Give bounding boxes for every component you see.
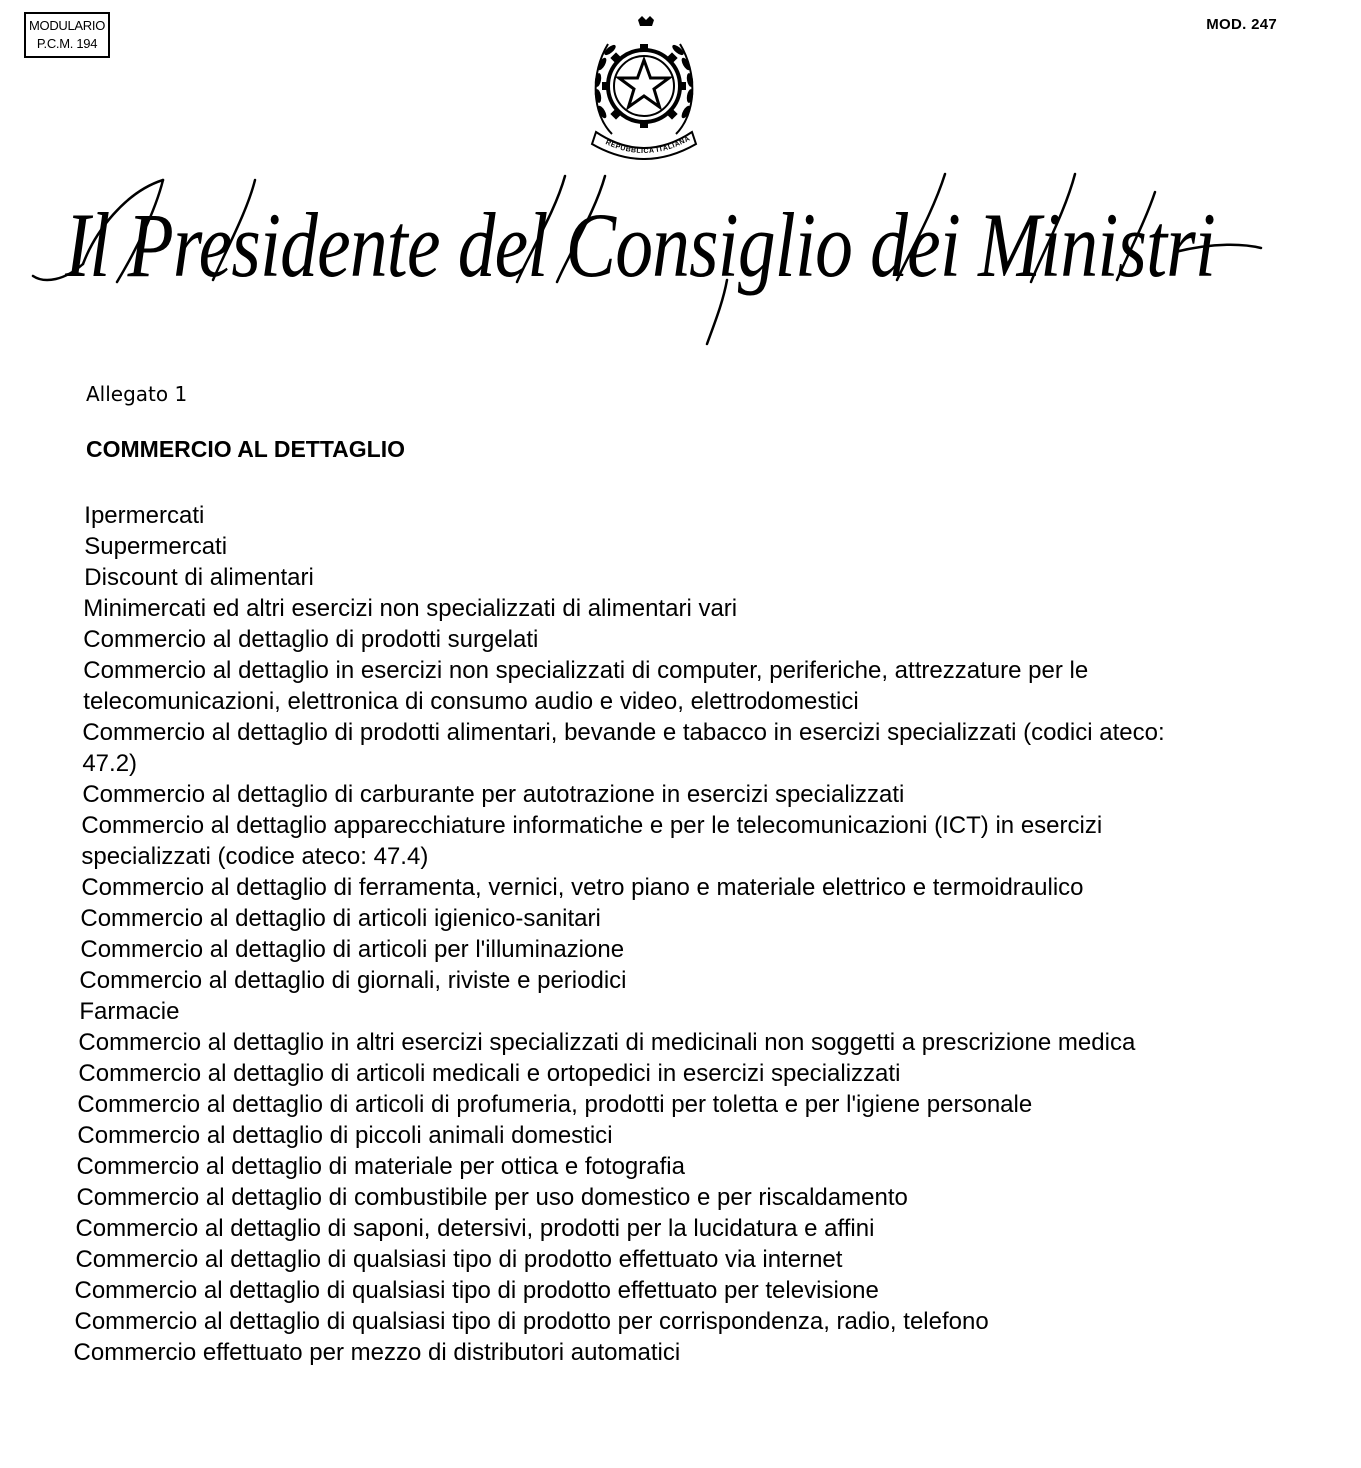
section-title: COMMERCIO AL DETTAGLIO: [86, 436, 406, 462]
list-item: Commercio al dettaglio di materiale per ottica e fotografia: [76, 1153, 686, 1180]
list-item: Commercio al dettaglio di carburante per autotrazione in esercizi specializzati: [82, 781, 905, 808]
list-item: Supermercati: [84, 533, 228, 560]
stamp-line-2: P.C.M. 194: [36, 36, 98, 51]
list-item: Commercio al dettaglio in altri esercizi specializzati di medicinali non soggetti a prescrizione medica: [78, 1029, 1136, 1056]
form-stamp: [24, 12, 110, 58]
list-item: Commercio al dettaglio di qualsiasi tipo di prodotto effettuato via internet: [75, 1246, 843, 1273]
italian-republic-emblem-icon: [582, 14, 706, 160]
form-code: MOD. 247: [1206, 16, 1277, 33]
list-item: Commercio al dettaglio di qualsiasi tipo di prodotto per corrispondenza, radio, telefono: [74, 1308, 989, 1335]
list-item: Commercio al dettaglio di qualsiasi tipo di prodotto effettuato per televisione: [74, 1277, 879, 1304]
list-item: Ipermercati: [84, 502, 205, 529]
list-item: Commercio al dettaglio di ferramenta, vernici, vetro piano e materiale elettrico e termoidraulico: [81, 874, 1084, 901]
annex-label: Allegato 1: [86, 382, 188, 406]
list-item: Discount di alimentari: [84, 564, 314, 591]
list-item: Commercio effettuato per mezzo di distributori automatici: [73, 1339, 681, 1366]
list-item: Commercio al dettaglio di articoli di profumeria, prodotti per toletta e per l'igiene personale: [77, 1091, 1033, 1118]
activity-list: [0, 500, 1334, 1368]
stamp-line-1: MODULARIO: [28, 18, 106, 33]
list-item: Commercio al dettaglio apparecchiature informatiche e per le telecomunicazioni (ICT) in esercizi specializzati (codice ateco: 47.4): [81, 812, 1103, 870]
list-item: Commercio al dettaglio di combustibile per uso domestico e per riscaldamento: [76, 1184, 908, 1211]
signature-heading-text: Il Presidente del Consiglio dei Ministri: [64, 194, 1216, 296]
list-item: Farmacie: [79, 998, 180, 1025]
list-item: Commercio al dettaglio di prodotti surgelati: [83, 626, 539, 653]
list-item: Commercio al dettaglio di prodotti alimentari, bevande e tabacco in esercizi specializzati (codici ateco: 47.2): [82, 719, 1165, 777]
list-item: Minimercati ed altri esercizi non specializzati di alimentari vari: [83, 595, 738, 622]
list-item: Commercio al dettaglio di saponi, detersivi, prodotti per la lucidatura e affini: [75, 1215, 875, 1242]
list-item: Commercio al dettaglio di giornali, riviste e periodici: [79, 967, 627, 994]
list-item: Commercio al dettaglio di articoli per l'illuminazione: [80, 936, 625, 963]
list-item: Commercio al dettaglio di piccoli animali domestici: [77, 1122, 613, 1149]
signature-heading: [25, 172, 1265, 352]
list-item: Commercio al dettaglio di articoli medicali e ortopedici in esercizi specializzati: [78, 1060, 901, 1087]
list-item: Commercio al dettaglio di articoli igienico-sanitari: [80, 905, 601, 932]
list-item: Commercio al dettaglio in esercizi non specializzati di computer, periferiche, attrezzature per le telecomunicazioni, elettronica di consumo audio e video, elettrodomestici: [83, 657, 1089, 715]
emblem-ribbon-text: REPUBBLICA ITALIANA: [604, 135, 692, 156]
